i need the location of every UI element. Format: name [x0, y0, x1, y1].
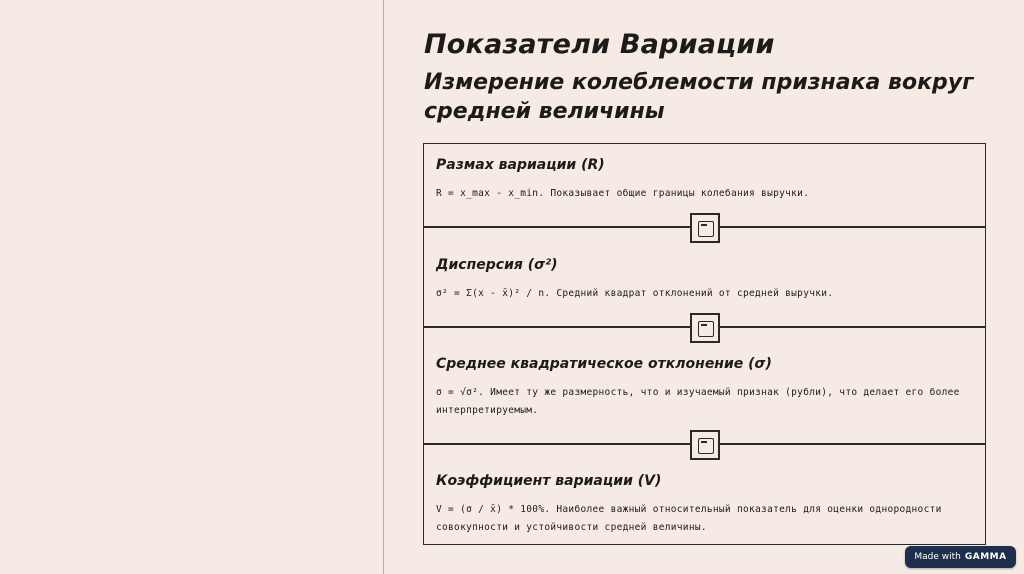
section-title: Среднее квадратическое отклонение (σ) — [436, 356, 772, 372]
made-with-gamma-badge[interactable] — [905, 546, 1016, 568]
section-variance — [436, 256, 973, 303]
section-range — [436, 156, 973, 203]
section-text: σ = √σ². Имеет ту же размерность, что и изучаемый признак (рубли), что делает его более интерпретируемым. — [436, 387, 960, 416]
section-title: Размах вариации (R) — [436, 157, 605, 173]
badge-prefix: Made with — [914, 552, 961, 562]
page-subtitle: Измерение колеблемости признака вокруг средней величины — [424, 70, 974, 124]
section-title: Дисперсия (σ²) — [436, 257, 558, 273]
section-text: R = x_max - x_min. Показывает общие границы колебания выручки. — [436, 188, 810, 199]
vertical-divider-line — [383, 0, 384, 574]
section-coefficient — [436, 472, 973, 537]
section-title: Коэффициент вариации (V) — [436, 473, 662, 489]
gamma-logo: GAMMA — [964, 552, 1007, 562]
section-std-deviation — [436, 355, 973, 420]
variation-indicators-card — [423, 143, 986, 545]
document-icon — [690, 430, 720, 460]
page-title: Показатели Вариации — [424, 29, 775, 60]
section-text: σ² = Σ(x - x̄)² / n. Средний квадрат отклонений от средней выручки. — [436, 288, 834, 299]
section-text: V = (σ / x̄) * 100%. Наиболее важный относительный показатель для оценки однородности совокупности и устойчивости средней величины. — [436, 504, 942, 533]
document-icon — [690, 313, 720, 343]
document-icon — [690, 213, 720, 243]
